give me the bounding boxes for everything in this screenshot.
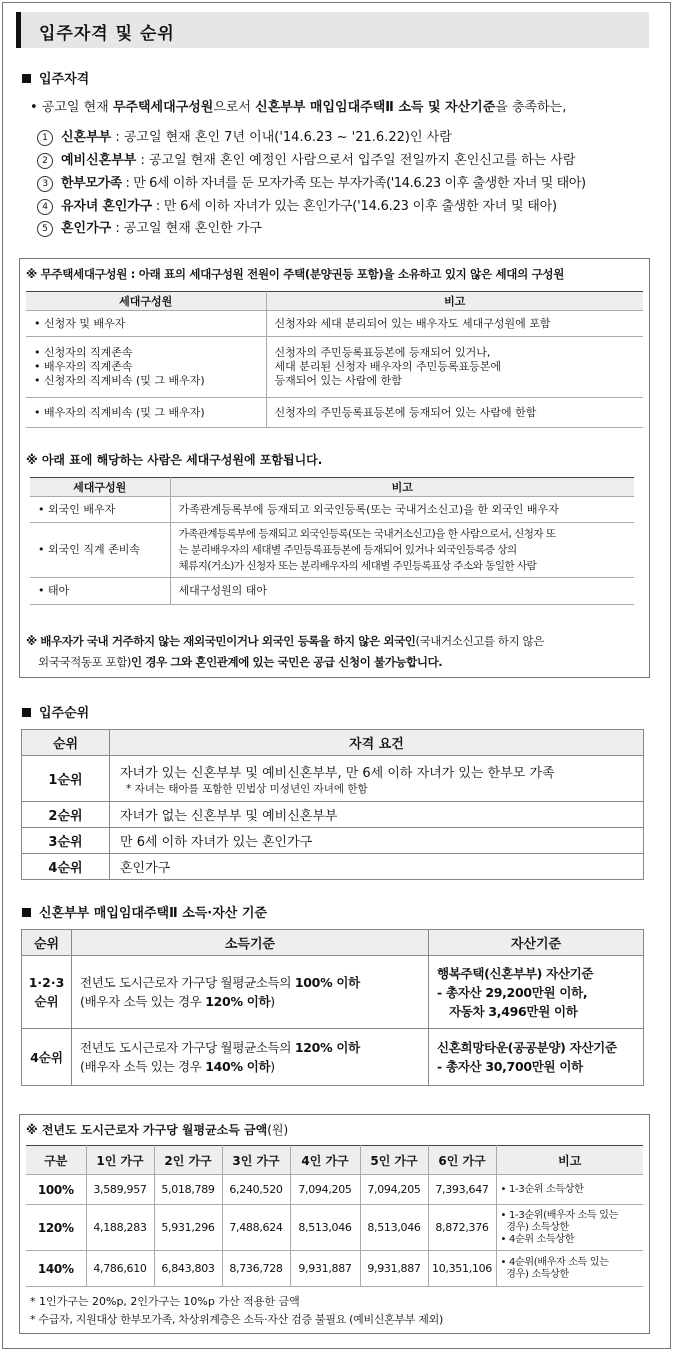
page-title: 입주자격 및 순위 xyxy=(39,24,175,44)
table-row: • 외국인 직계 존비속 가족관계등록부에 등재되고 외국인등록(또는 국내거소신고)을 한 사람으로서, 신청자 또 는 분리배우자의 세대별 주민등록표등본에 등재되어 있거나 외국인등록증 상의 체류지(거소)가 신청자 또는 분리배우자의 세대별 주민등록표상 주소와 동일한 사람 xyxy=(30,523,634,578)
page-title-bar xyxy=(16,12,649,48)
foreign-spouse-warning-cont: 외국국적동포 포함)인 경우 그와 혼인관계에 있는 국민은 공급 신청이 불가능합니다. xyxy=(38,655,443,669)
table-row: • 외국인 배우자 가족관계등록부에 등재되고 외국인등록(또는 국내거소신고)을 한 외국인 배우자 xyxy=(30,497,634,523)
qualification-item: 2 예비신혼부부 : 공고일 현재 혼인 예정인 사람으로서 입주일 전일까지 혼인신고를 하는 사람 xyxy=(37,149,576,169)
table-header: 세대구성원 xyxy=(30,478,170,497)
table-header: 3인 가구 xyxy=(222,1146,290,1175)
table-row: 3순위 만 6세 이하 자녀가 있는 혼인가구 xyxy=(22,828,644,854)
table-row: 4순위 전년도 도시근로자 가구당 월평균소득의 120% 이하 (배우자 소득 있는 경우 140% 이하) 신혼희망타운(공공분양) 자산기준 - 총자산 30,700만원 이하 xyxy=(22,1029,644,1086)
included-members-title: ※ 아래 표에 해당하는 사람은 세대구성원에 포함됩니다. xyxy=(26,453,323,467)
table-header: 1인 가구 xyxy=(86,1146,154,1175)
table-header: 소득기준 xyxy=(72,930,429,956)
table-row: • 태아 세대구성원의 태아 xyxy=(30,578,634,605)
household-member-table xyxy=(26,291,643,428)
table-row: 2순위 자녀가 없는 신혼부부 및 예비신혼부부 xyxy=(22,802,644,828)
table-row: 1·2·3 순위 전년도 도시근로자 가구당 월평균소득의 100% 이하 (배우자 소득 있는 경우 120% 이하) 행복주택(신혼부부) 자산기준 - 총자산 29,200만원 이하, 자동차 3,496만원 이하 xyxy=(22,956,644,1029)
priority-table xyxy=(21,729,644,880)
table-header: 순위 xyxy=(22,730,110,756)
table-header: 자산기준 xyxy=(429,930,644,956)
table-row: • 배우자의 직계비속 (및 그 배우자) 신청자의 주민등록표등본에 등재되어 있는 사람에 한함 xyxy=(26,398,643,428)
table-row: • 신청자의 직계존속 • 배우자의 직계존속 • 신청자의 직계비속 (및 그 배우자) 신청자의 주민등록표등본에 등재되어 있거나, 세대 분리된 신청자 배우자의 주민등록표등본에 등재되어 있는 사람에 한함 xyxy=(26,337,643,398)
table-header: 순위 xyxy=(22,930,72,956)
included-member-table xyxy=(30,477,634,605)
section-heading-priority: 입주순위 xyxy=(22,702,89,721)
table-header: 세대구성원 xyxy=(26,292,266,311)
table-header: 2인 가구 xyxy=(154,1146,222,1175)
income-amount-title: ※ 전년도 도시근로자 가구당 월평균소득 금액(원) xyxy=(26,1123,289,1137)
qualification-item: 3 한부모가족 : 만 6세 이하 자녀를 둔 모자가족 또는 부자가족('14.6.23 이후 출생한 자녀 및 태아) xyxy=(37,172,586,192)
foreign-spouse-warning: ※ 배우자가 국내 거주하지 않는 재외국민이거나 외국인 등록을 하지 않은 외국인(국내거소신고를 하지 않은 xyxy=(26,634,544,648)
section-heading-eligibility: 입주자격 xyxy=(22,68,89,87)
household-box-title: ※ 무주택세대구성원 : 아래 표의 세대구성원 전원이 주택(분양권등 포함)을 소유하고 있지 않은 세대의 구성원 xyxy=(26,267,565,281)
monthly-income-table xyxy=(26,1145,643,1287)
eligibility-intro: • 공고일 현재 무주택세대구성원으로서 신혼부부 매입임대주택Ⅱ 소득 및 자산기준을 충족하는, xyxy=(30,100,567,115)
table-header: 자격 요건 xyxy=(110,730,644,756)
income-asset-table xyxy=(21,929,644,1086)
qualification-item: 4 유자녀 혼인가구 : 만 6세 이하 자녀가 있는 혼인가구('14.6.23 이후 출생한 자녀 및 태아) xyxy=(37,195,557,215)
footnote: * 1인가구는 20%p, 2인가구는 10%p 가산 적용한 금액 xyxy=(30,1295,300,1308)
table-header: 4인 가구 xyxy=(290,1146,360,1175)
table-header: 비고 xyxy=(496,1146,643,1175)
table-header: 구분 xyxy=(26,1146,86,1175)
table-header: 6인 가구 xyxy=(428,1146,496,1175)
table-row: 120% 4,188,283 5,931,296 7,488,624 8,513,046 8,513,046 8,872,376 • 1-3순위(배우자 소득 있는 경우) 소득상한 • 4순위 소득상한 xyxy=(26,1205,643,1251)
qualification-item: 5 혼인가구 : 공고일 현재 혼인한 가구 xyxy=(37,217,262,237)
table-header: 5인 가구 xyxy=(360,1146,428,1175)
table-header: 비고 xyxy=(170,478,634,497)
table-row: 1순위 자녀가 있는 신혼부부 및 예비신혼부부, 만 6세 이하 자녀가 있는 한부모 가족 * 자녀는 태아를 포함한 민법상 미성년인 자녀에 한함 xyxy=(22,756,644,802)
table-row: 100% 3,589,957 5,018,789 6,240,520 7,094,205 7,094,205 7,393,647 • 1-3순위 소득상한 xyxy=(26,1175,643,1205)
table-row: 4순위 혼인가구 xyxy=(22,854,644,880)
qualification-item: 1 신혼부부 : 공고일 현재 혼인 7년 이내('14.6.23 ~ '21.6.22)인 사람 xyxy=(37,126,452,146)
section-heading-income-asset: 신혼부부 매입임대주택Ⅱ 소득·자산 기준 xyxy=(22,902,267,921)
table-row: 140% 4,786,610 6,843,803 8,736,728 9,931,887 9,931,887 10,351,106 • 4순위(배우자 소득 있는 경우) 소득상한 xyxy=(26,1251,643,1287)
table-header: 비고 xyxy=(266,292,643,311)
table-row: • 신청자 및 배우자 신청자와 세대 분리되어 있는 배우자도 세대구성원에 포함 xyxy=(26,311,643,337)
footnote: * 수급자, 지원대상 한부모가족, 차상위계층은 소득·자산 검증 불필요 (예비신혼부부 제외) xyxy=(30,1313,443,1326)
